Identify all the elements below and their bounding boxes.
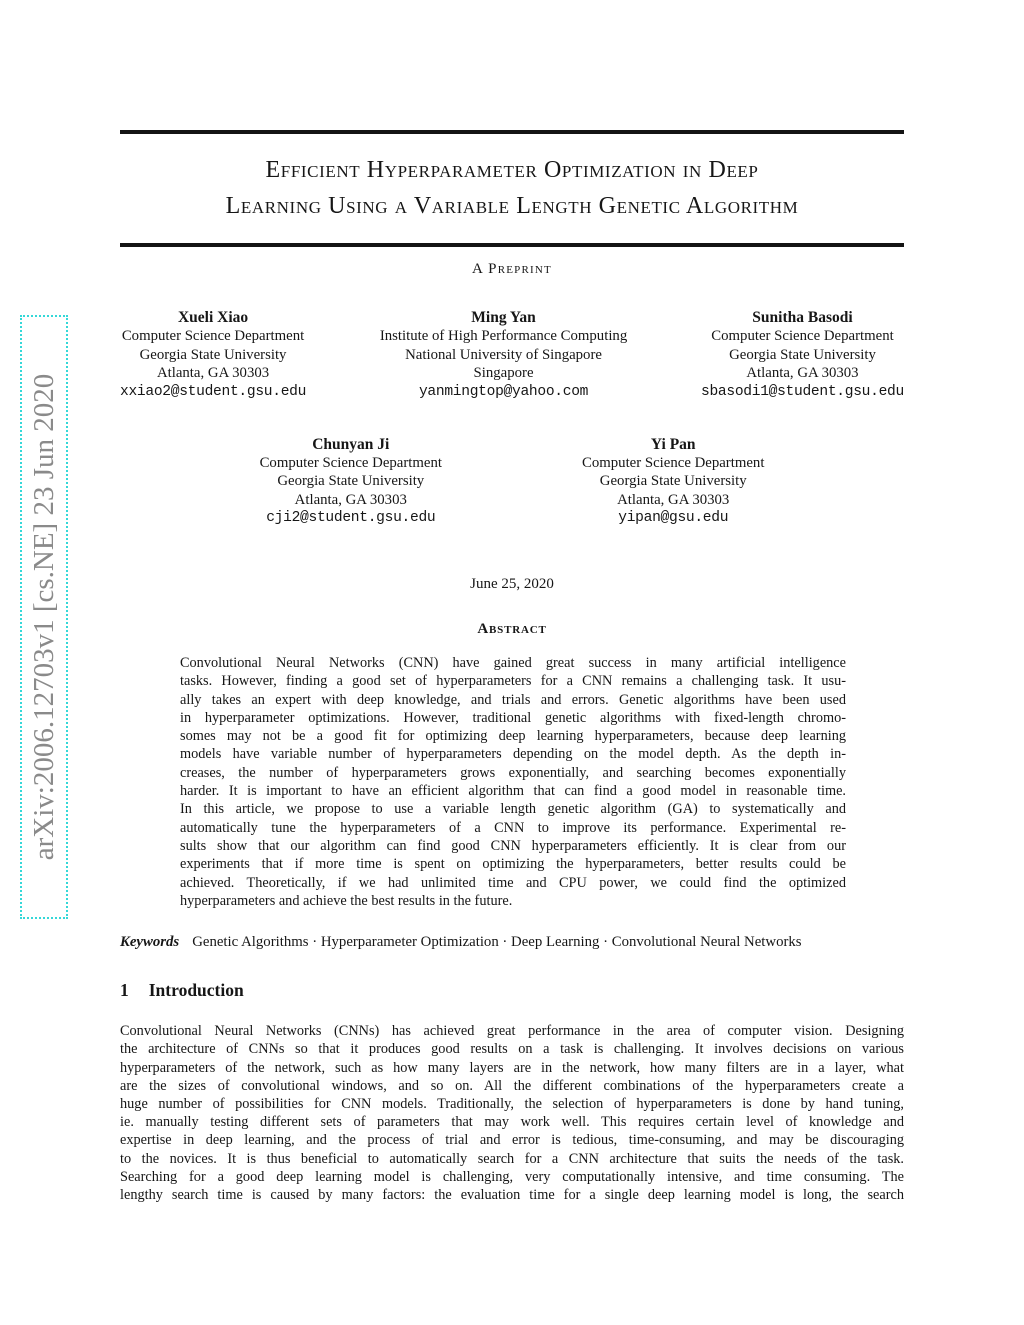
text-line: ally takes an expert with deep knowledge, and trials and errors. Genetic algorithms have been used [180, 691, 846, 708]
paper-title [120, 152, 904, 224]
text-line: In this article, we propose to use a variable length genetic algorithm (GA) to systematically and [180, 801, 846, 818]
author-university: National University of Singapore [405, 346, 602, 363]
keywords-line [120, 933, 904, 952]
authors-row-1 [120, 308, 904, 402]
text-line: in hyperparameter optimizations. However, traditional genetic algorithms with fixed-length chromo- [180, 709, 846, 726]
paper-title-line1: Efficient Hyperparameter Optimization in Deep [265, 157, 759, 183]
author-email: cji2@student.gsu.edu [266, 510, 436, 526]
arxiv-watermark-text: arXiv:2006.12703v1 [cs.NE] 23 Jun 2020 [28, 373, 60, 861]
arxiv-watermark [20, 315, 68, 919]
author-city: Atlanta, GA 30303 [156, 365, 270, 381]
text-line: are the sizes of convolutional windows, and so on. All the different combinations of the hyperparameters create a [120, 1077, 904, 1094]
author-city: Atlanta, GA 30303 [746, 365, 859, 381]
authors-row-2 [120, 435, 904, 529]
text-line: to the novices. It is thus beneficial to automatically search for a CNN architecture that suits the needs of the task. [120, 1150, 904, 1167]
text-line: the architecture of CNNs so that it produces good results on a task is challenging. It involves decisions on various [120, 1041, 904, 1058]
author-department: Computer Science Department [711, 328, 894, 344]
author-email: xxiao2@student.gsu.edu [120, 383, 307, 400]
author-email: sbasodi1@student.gsu.edu [700, 383, 904, 400]
text-line: Convolutional Neural Networks (CNN) have gained great success in many artificial intelligence [180, 655, 846, 671]
text-line: huge number of possibilities for CNN models. Traditionally, the selection of hyperparameters is done by hand tuning, [120, 1095, 904, 1112]
paper-title-line2: Learning Using a Variable Length Genetic Algorithm [225, 193, 799, 219]
text-line: ie. manually testing different sets of parameters that may work well. This requires certain level of knowledge and [120, 1114, 904, 1131]
text-line: Convolutional Neural Networks (CNNs) has achieved great performance in the area of computer vision. Designing [120, 1023, 904, 1040]
bottom-rule [120, 243, 904, 247]
abstract-body [180, 654, 846, 910]
text-line: models have variable number of hyperparameters depending on the model depth. As the depth in- [180, 746, 846, 763]
author-department: Computer Science Department [582, 454, 765, 471]
abstract-heading: Abstract [477, 621, 547, 637]
text-line: expertise in deep learning, and the process of trial and error is tedious, time-consuming, and may be discouraging [120, 1132, 904, 1149]
author-name: Xueli Xiao [177, 309, 249, 326]
author-name: Yi Pan [650, 435, 696, 453]
author-yi-pan [582, 435, 764, 529]
preprint-label: A Preprint [472, 261, 552, 277]
top-rule [120, 130, 904, 134]
author-ming-yan [380, 308, 627, 402]
paper-content [120, 0, 904, 1204]
text-line: tasks. However, finding a good set of hyperparameters for a CNN remains a challenging task. It usu- [180, 673, 846, 690]
text-line: experiments that if more time is spent on optimizing the hyperparameters, better results could be [180, 856, 846, 873]
author-university: Georgia State University [277, 473, 425, 489]
text-line: creases, the number of hyperparameters grows exponentially, and searching becomes exponentially [180, 764, 846, 781]
author-department: Computer Science Department [121, 328, 305, 344]
keywords-label: Keywords [120, 934, 180, 951]
author-email: yanmingtop@yahoo.com [418, 383, 589, 400]
author-department: Institute of High Performance Computing [379, 328, 628, 344]
section-number: 1 [120, 980, 129, 1001]
author-sunitha-basodi [701, 308, 904, 402]
text-line: sults show that our algorithm can find good CNN hyperparameters efficiently. It is clear from our [180, 837, 846, 854]
section-title: Introduction [148, 980, 244, 1001]
text-line: harder. It is important to have an efficient algorithm that can find a good model in reasonable time. [180, 783, 846, 800]
text-line: lengthy search time is caused by many factors: the evaluation time for a single deep learning model is long, the search [120, 1186, 904, 1203]
introduction-body [120, 1022, 904, 1204]
author-name: Ming Yan [471, 309, 536, 326]
author-city: Atlanta, GA 30303 [617, 491, 730, 508]
author-department: Computer Science Department [259, 454, 442, 471]
keywords-text: Genetic Algorithms · Hyperparameter Optimization · Deep Learning · Convolutional Neural Networks [192, 934, 802, 951]
author-chunyan-ji [260, 435, 442, 529]
author-city: Singapore [473, 365, 534, 381]
section-1-heading [120, 979, 904, 1001]
text-line: hyperparameters of the network, such as how many layers are in the network, how many filters are in a layer, what [120, 1059, 904, 1076]
author-xueli-xiao [120, 308, 306, 402]
text-line: hyperparameters and achieve the best results in the future. [180, 892, 513, 909]
author-name: Sunitha Basodi [752, 309, 853, 326]
text-line: somes may not be a good fit for optimizing deep learning hyperparameters, because deep learning [180, 728, 846, 745]
author-university: Georgia State University [729, 346, 876, 363]
author-name: Chunyan Ji [312, 435, 390, 453]
text-line: Searching for a good deep learning model is challenging, very computationally intensive, and time consuming. The [120, 1168, 904, 1185]
author-university: Georgia State University [599, 473, 747, 489]
paper-date: June 25, 2020 [470, 576, 554, 592]
text-line: achieved. Theoretically, if we had unlimited time and CPU power, we could find the optimized [180, 874, 846, 891]
author-university: Georgia State University [139, 346, 287, 363]
author-email: yipan@gsu.edu [618, 510, 729, 526]
text-line: automatically tune the hyperparameters of a CNN to improve its performance. Experimental re- [180, 819, 846, 836]
author-city: Atlanta, GA 30303 [294, 491, 407, 508]
